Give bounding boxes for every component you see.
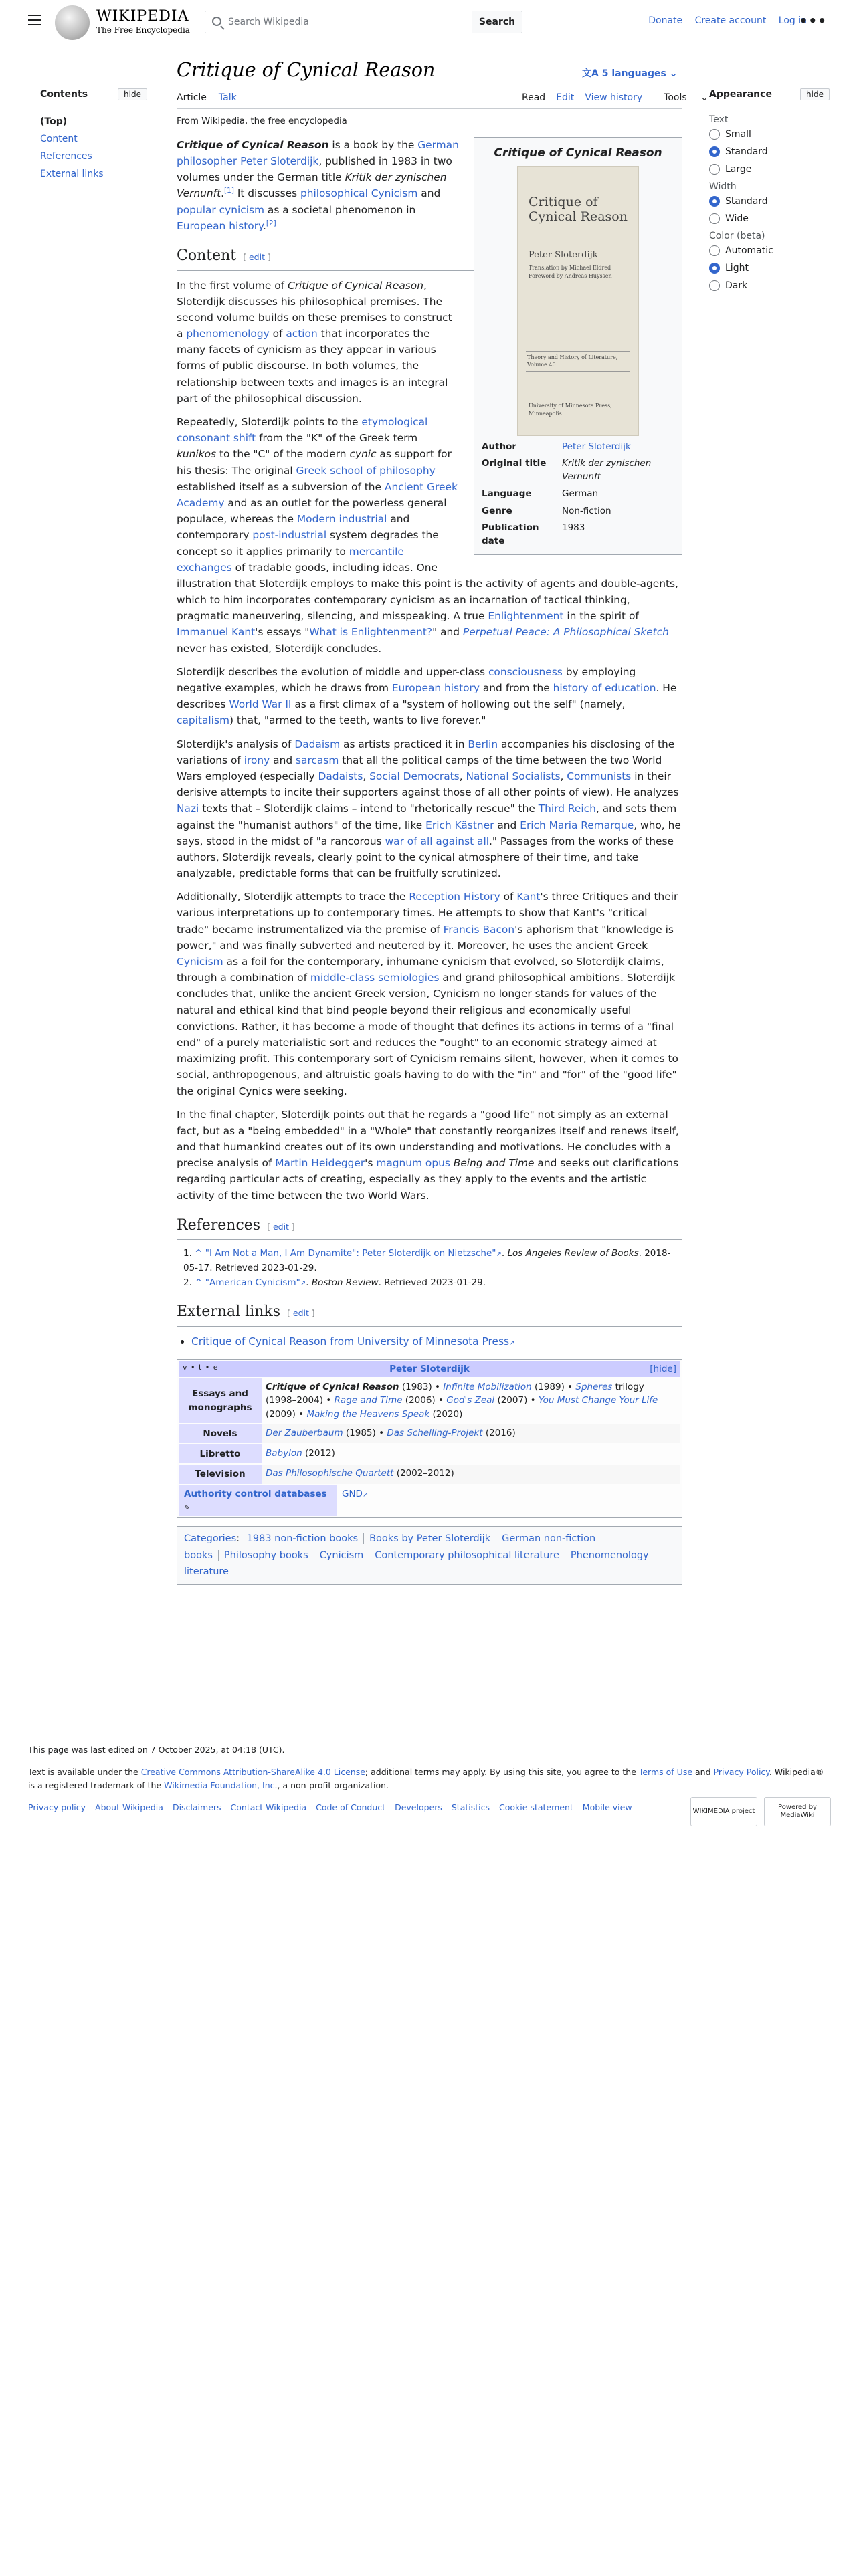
link[interactable]: Third Reich <box>538 802 596 815</box>
category-link[interactable]: 1983 non-fiction books <box>246 1533 359 1545</box>
site-header <box>0 0 859 44</box>
link[interactable]: Perpetual Peace: A Philosophical Sketch <box>462 626 669 639</box>
toc-item-content[interactable]: Content <box>40 134 78 144</box>
link[interactable]: Greek school of philosophy <box>296 464 436 477</box>
infobox <box>474 137 682 556</box>
infobox-row <box>479 439 677 456</box>
language-count: 5 languages <box>601 68 666 79</box>
link[interactable]: action <box>286 328 318 340</box>
navbox-title[interactable]: Peter Sloterdijk <box>389 1363 470 1374</box>
link[interactable]: Communists <box>567 770 632 782</box>
appearance-section-label: Width <box>709 181 737 192</box>
navbox <box>177 1359 682 1518</box>
toc-hide-button[interactable]: hide <box>118 88 147 100</box>
navbox-item[interactable]: Der Zauberbaum <box>266 1427 343 1438</box>
navbox-group-label: Libretto <box>179 1444 262 1463</box>
book-cover-image[interactable] <box>517 166 639 436</box>
radio-color-light[interactable]: Light <box>709 263 830 274</box>
tab-edit[interactable]: Edit <box>556 92 575 103</box>
link[interactable]: capitalism <box>177 714 229 727</box>
radio-width-standard[interactable]: Standard <box>709 196 830 207</box>
section-heading-references: References [ edit ] <box>177 1214 682 1241</box>
link[interactable]: post-industrial <box>252 529 327 542</box>
radio-color-dark[interactable]: Dark <box>709 280 830 291</box>
navbox-item[interactable]: God's Zeal <box>446 1395 495 1406</box>
external-link[interactable]: Critique of Cynical Reason from University of Minnesota Press <box>191 1335 509 1348</box>
appearance-section-label: Text <box>709 114 729 125</box>
category-link[interactable]: Phenomenology literature <box>184 1549 649 1578</box>
link[interactable]: magnum opus <box>376 1157 450 1170</box>
tab-read[interactable]: Read <box>522 92 545 109</box>
infobox-value: Non-fiction <box>562 505 611 516</box>
link[interactable]: Immanuel Kant <box>177 626 256 639</box>
infobox-value: Kritik der zynischen Vernunft <box>562 458 652 482</box>
chevron-down-icon: ⌄ <box>666 68 678 79</box>
radio-button <box>709 245 720 256</box>
external-link-icon: ↗ <box>362 1491 369 1499</box>
infobox-label: Original title <box>482 458 547 469</box>
tab-tools[interactable]: Tools ⌄ <box>653 92 708 109</box>
link[interactable]: World War II <box>229 698 292 711</box>
paragraph: Additionally, Sloterdijk attempts to trace the Reception History of Kant's three Critiques and their various interpretations up to contemporary times. He attempts to show that Kant's "critical trade" became instrumentalized via the premise of Francis Bacon's aphorism that "knowledge is power," and was finally subverted and neutered by it. Moreover, he uses the ancient Greek Cynicism as a foil for the contemporary, inhumane cynicism that evolved, so Sloterdijk claims, through a combination of middle-class semiologies and grand philosophical ambitions. Sloterdijk concludes that, unlike the ancient Greek version, Cynicism no longer stands for values of the natural and ethical kind that bind people beyond their religious and economically useful convictions. Rather, it has become a mode of thought that defines its actions in terms of a "final end" of a purely materialistic sort and reduces the "ought" to an economic strategy aimed at maximizing profit. This contemporary sort of Cynicism remains silent, however, when it comes to social, anthropogenous, and altruistic goals having to do with the "in" and "for" of the "good life" the original Cynics were seeking. <box>177 891 678 1097</box>
link[interactable]: consciousness <box>488 665 563 678</box>
radio-button <box>709 280 720 291</box>
external-link-icon: ↗ <box>509 1339 515 1347</box>
link[interactable]: German philosopher <box>177 138 459 168</box>
tab-article[interactable]: Article <box>177 92 212 109</box>
navbox-item[interactable]: You Must Change Your Life <box>538 1395 658 1406</box>
link[interactable]: war of all against all <box>385 835 489 847</box>
link[interactable]: Kant <box>516 891 541 903</box>
tabs-divider <box>177 108 682 109</box>
infobox-row <box>479 503 677 520</box>
authority-label: Authority control databases ✎ <box>179 1485 337 1517</box>
cover-credits: Translation by Michael Eldred Foreword by Andreas Huyssen <box>529 264 612 279</box>
reference-item: 2. ^ "American Cynicism"↗. Boston Review. Retrieved 2023-01-29. <box>183 1277 486 1288</box>
link[interactable]: European history <box>177 219 263 232</box>
infobox-value: German <box>562 488 599 500</box>
external-link-icon: ↗ <box>496 1251 502 1259</box>
radio-button-selected <box>709 146 720 157</box>
navbox-item[interactable]: Babylon <box>266 1448 302 1459</box>
privacy-link[interactable]: Privacy Policy <box>713 1767 769 1778</box>
footer-link[interactable]: About Wikipedia <box>95 1802 163 1813</box>
radio-color-automatic[interactable]: Automatic <box>709 245 830 256</box>
tagline: From Wikipedia, the free encyclopedia <box>177 116 347 126</box>
backlink-caret[interactable]: ^ <box>195 1277 203 1288</box>
appearance-section-label: Color (beta) <box>709 231 765 241</box>
page-title: Critique of Cynical Reason <box>177 59 436 81</box>
infobox-row <box>479 455 677 486</box>
wikipedia-wordmark[interactable] <box>96 8 190 35</box>
navbox-item[interactable]: Infinite Mobilization <box>443 1382 532 1393</box>
footer-link[interactable]: Statistics <box>451 1802 490 1813</box>
reference-list <box>183 1247 682 1290</box>
link[interactable]: sarcasm <box>296 754 339 766</box>
section-heading-external-links: External links [ edit ] <box>177 1301 682 1327</box>
link[interactable]: What is Enlightenment? <box>309 626 433 639</box>
paragraph: In the final chapter, Sloterdijk points out that he regards a "good life" not simply as an external fact, but as a "being embedded" in a "Whole" that constantly reorganizes itself and renews itself, and that humankind creates out of its own understanding and motivations. He concludes with a precise analysis of Martin Heidegger's magnum opus Being and Time and seeks out clarifications regarding particular acts of creating, especially as they apply to the events and the artistic activity of the time between the two World Wars. <box>177 1108 679 1202</box>
link[interactable]: National Socialists <box>466 770 561 782</box>
link[interactable]: Reception History <box>409 891 500 903</box>
foundation-link[interactable]: Wikimedia Foundation, Inc. <box>164 1780 278 1790</box>
category-link[interactable]: Books by Peter Sloterdijk <box>363 1533 496 1544</box>
paragraph: In the first volume of Critique of Cynical Reason, Sloterdijk discusses his philosophical premises. The second volume builds on these premises to construct a phenomenology of action that incorporates the many facets of cynicism as they appear in various forms of public discourse. In both volumes, the relationship between texts and images is an integral part of the philosophical discussion. <box>177 279 452 405</box>
footer-link[interactable]: Disclaimers <box>172 1802 221 1813</box>
link[interactable]: mercantile exchanges <box>177 545 404 574</box>
navbox-row <box>179 1465 680 1483</box>
radio-button-selected <box>709 196 720 207</box>
external-link-item <box>191 1333 682 1350</box>
link[interactable]: Ancient Greek Academy <box>177 480 458 509</box>
navbox-item[interactable]: Making the Heavens Speak <box>306 1408 430 1420</box>
authority-control <box>179 1485 680 1517</box>
lead-paragraph: Critique of Cynical Reason is a book by the German philosopher Peter Sloterdijk, published in 1983 in two volumes under the German title Kritik der zynischen Vernunft.[1] It discusses philosophical Cynicism and popular cynicism as a societal phenomenon in European history.[2] <box>177 138 459 232</box>
powered-by-mediawiki-badge[interactable]: Powered by MediaWiki <box>764 1797 831 1826</box>
reference-link[interactable]: "American Cynicism" <box>205 1277 300 1288</box>
link[interactable]: European history <box>391 682 480 695</box>
link[interactable]: popular cynicism <box>177 203 264 216</box>
section-edit: [ edit ] <box>287 1308 315 1319</box>
logo-word: WIKIPEDIA <box>96 8 189 25</box>
footer-badges <box>684 1797 831 1826</box>
authority-list <box>337 1485 680 1517</box>
toc-title: Contents <box>40 89 88 100</box>
cover-series: Theory and History of Literature, Volume 40 <box>526 351 630 372</box>
license-text: Text is available under the Creative Commons Attribution-ShareAlike 4.0 License; additional terms may apply. By using this site, you agree to the Terms of Use and Privacy Policy. Wikipedia® is a registered trademark of the Wikimedia Foundation, Inc., a non-profit organization. <box>28 1767 824 1790</box>
navbox-item[interactable]: Das Philosophische Quartett <box>266 1468 394 1479</box>
link[interactable]: etymological consonant shift <box>177 416 428 445</box>
reference-item: 1. ^ "I Am Not a Man, I Am Dynamite": Peter Sloterdijk on Nietzsche"↗. Los Angeles Review of Books. 2018-05-17. Retrieved 2023-01-29. <box>183 1248 671 1273</box>
navbox-row <box>179 1424 680 1443</box>
link[interactable]: history of education <box>553 682 656 695</box>
page-footer <box>28 1731 831 1819</box>
search-input[interactable] <box>227 14 468 30</box>
navbox-list: Critique of Cynical Reason (1983) • Infinite Mobilization (1989) • Spheres trilogy (1998–2004) • Rage and Time (2006) • God's Zeal (2007) • You Must Change Your Life (2009) • Making the Heavens Speak (2020) <box>266 1382 658 1420</box>
edit-link[interactable]: edit <box>272 1221 289 1232</box>
category-links: Categories: 1983 non-fiction books Books by Peter Sloterdijk German non-fiction books Philosophy books Cynicism Contemporary philosophical literature Phenomenology literature <box>177 1526 682 1585</box>
category-link[interactable]: Cynicism <box>314 1550 369 1561</box>
link[interactable]: middle-class semiologies <box>310 972 440 984</box>
infobox-value: 1983 <box>562 522 585 534</box>
navbox-group-label: Television <box>179 1465 262 1483</box>
cover-author: Peter Sloterdijk <box>529 249 598 260</box>
citation-link[interactable]: [1] <box>224 187 234 195</box>
view-tabs <box>511 92 708 109</box>
section-heading-content: Content [ edit ] <box>177 245 682 271</box>
link[interactable]: Erich Kästner <box>425 819 494 831</box>
search-box <box>205 11 472 33</box>
navbox-item: Critique of Cynical Reason <box>266 1382 399 1393</box>
link[interactable]: Erich Maria Remarque <box>520 819 634 831</box>
footer-link[interactable]: Cookie statement <box>499 1802 573 1813</box>
radio-button <box>709 129 720 140</box>
namespace-tabs <box>177 92 249 109</box>
appearance-title: Appearance <box>709 89 772 100</box>
license-link[interactable]: Creative Commons Attribution-ShareAlike 4.0 License <box>140 1767 365 1778</box>
footer-link[interactable]: Code of Conduct <box>316 1802 386 1813</box>
infobox-label: Author <box>482 441 517 452</box>
user-links <box>639 15 807 26</box>
radio-button <box>709 213 720 224</box>
navbox-row <box>179 1444 680 1463</box>
navbox-list: Babylon (2012) <box>266 1448 335 1459</box>
search-icon <box>212 17 221 26</box>
wikipedia-globe-logo[interactable] <box>55 5 90 40</box>
radio-width-wide[interactable]: Wide <box>709 213 830 224</box>
logo-tagline: The Free Encyclopedia <box>96 25 190 35</box>
donate-link[interactable]: Donate <box>648 15 683 26</box>
navbox-item[interactable]: Spheres <box>575 1382 613 1393</box>
table-of-contents <box>40 88 147 183</box>
paragraph: Sloterdijk describes the evolution of middle and upper-class consciousness by employing negative examples, which he draws from European history and from the history of education. He describes World War II as a first climax of a "system of hollowing out the self" (namely, capitalism) that, "armed to the teeth, wants to live forever." <box>177 665 677 727</box>
create-account-link[interactable]: Create account <box>694 15 767 26</box>
link[interactable]: Peter Sloterdijk <box>240 155 319 168</box>
toc-item-top[interactable]: (Top) <box>40 116 68 127</box>
chevron-down-icon: ⌄ <box>697 92 708 103</box>
footer-link[interactable]: Privacy policy <box>28 1802 86 1813</box>
appearance-hide-button[interactable]: hide <box>800 88 830 100</box>
link[interactable]: Dadaism <box>294 738 341 750</box>
navbox-hide-button[interactable]: [hide] <box>650 1363 676 1374</box>
tab-talk[interactable]: Talk <box>218 92 237 103</box>
radio-button <box>709 164 720 175</box>
link[interactable]: philosophical Cynicism <box>300 187 418 200</box>
paragraph: Sloterdijk's analysis of Dadaism as artists practiced it in Berlin accompanies his disclosing of the variations of irony and sarcasm that all the political camps of the time between the two World Wars employed (especially Dadaists, Social Democrats, National Socialists, Communists in their derisive attempts to incite their supporters against those of all other points of view). He analyzes Nazi texts that – Sloterdijk claims – intend to "rhetorically rescue" the Third Reich, and sets them against the "humanist authors" of the time, like Erich Kästner and Erich Maria Remarque, who, he says, stood in the midst of "a rancorous war of all against all." Passages from the works of these authors, Sloterdijk reveals, clearly point to the cynical atmosphere of their time, and take analyzable, predictable forms that can be fruitfully scrutinized. <box>177 738 681 880</box>
translate-icon: 文A <box>582 68 602 79</box>
infobox-author-link[interactable]: Peter Sloterdijk <box>562 441 631 452</box>
infobox-label: Language <box>482 488 532 500</box>
link[interactable]: Modern industrial <box>296 513 387 526</box>
link[interactable]: Social Democrats <box>369 770 460 782</box>
edit-link[interactable]: edit <box>292 1308 309 1319</box>
reference-link[interactable]: "I Am Not a Man, I Am Dynamite": Peter Sloterdijk on Nietzsche" <box>205 1248 496 1259</box>
search-button[interactable]: Search <box>472 11 522 33</box>
footer-link[interactable]: Developers <box>395 1802 442 1813</box>
section-edit: [ edit ] <box>267 1221 295 1232</box>
radio-text-large[interactable]: Large <box>709 164 830 175</box>
navbox-item[interactable]: Rage and Time <box>334 1395 403 1406</box>
category-link[interactable]: German non-fiction books <box>184 1533 596 1561</box>
wikimedia-project-badge[interactable]: WIKIMEDIA project <box>690 1797 757 1826</box>
link[interactable]: Dadaists <box>318 770 363 782</box>
link[interactable]: Berlin <box>468 738 498 750</box>
last-edited: This page was last edited on 7 October 2025, at 04:18 (UTC). <box>28 1745 285 1755</box>
tab-view-history[interactable]: View history <box>585 92 643 103</box>
link[interactable]: Martin Heidegger <box>275 1157 365 1170</box>
navbox-list: Das Philosophische Quartett (2002–2012) <box>262 1465 680 1483</box>
navbox-vte-links[interactable]: v • t • e <box>183 1362 219 1372</box>
cover-title: Critique of Cynical Reason <box>529 194 628 225</box>
link[interactable]: Francis Bacon <box>443 923 515 936</box>
link[interactable]: phenomenology <box>186 328 270 340</box>
toc-item-references[interactable]: References <box>40 151 92 162</box>
external-link-icon: ↗ <box>300 1279 306 1287</box>
more-options-icon[interactable]: ••• <box>799 13 827 29</box>
infobox-label: Genre <box>482 505 512 516</box>
article-body <box>177 115 682 1585</box>
appearance-panel <box>709 88 830 298</box>
cover-publisher: University of Minnesota Press, Minneapolis <box>529 403 612 417</box>
infobox-row <box>479 486 677 503</box>
infobox-title: Critique of Cynical Reason <box>494 146 662 160</box>
link[interactable]: Nazi <box>177 802 199 815</box>
radio-text-standard[interactable]: Standard <box>709 146 830 157</box>
authority-gnd-link[interactable]: GND <box>342 1488 363 1499</box>
link[interactable]: Enlightenment <box>488 610 564 623</box>
toc-item-external-links[interactable]: External links <box>40 169 104 179</box>
navbox-title-bar <box>179 1361 680 1377</box>
footer-link[interactable]: Mobile view <box>582 1802 632 1813</box>
main-menu-icon[interactable] <box>28 15 41 25</box>
citation-link[interactable]: [2] <box>266 219 276 227</box>
external-links-list <box>191 1333 682 1350</box>
category-link[interactable]: Philosophy books <box>218 1550 314 1561</box>
edit-pencil-icon: ✎ <box>184 1503 191 1512</box>
footer-link[interactable]: Contact Wikipedia <box>230 1802 307 1813</box>
radio-button-selected <box>709 263 720 274</box>
language-button[interactable] <box>582 66 677 80</box>
navbox-group-label: Novels <box>179 1424 262 1443</box>
infobox-row <box>479 520 677 550</box>
edit-link[interactable]: edit <box>248 252 265 262</box>
navbox-item[interactable]: Das Schelling-Projekt <box>387 1427 483 1438</box>
infobox-table <box>479 439 677 550</box>
navbox-list: Der Zauberbaum (1985) • Das Schelling-Projekt (2016) <box>262 1424 680 1443</box>
radio-text-small[interactable]: Small <box>709 129 830 140</box>
paragraph: Repeatedly, Sloterdijk points to the etymological consonant shift from the "K" of the Greek term kunikos to the "C" of the modern cynic as support for his thesis: The original Greek school of philosophy established itself as a subversion of the Ancient Greek Academy and as an outlet for the powerless general populace, whereas the Modern industrial and contemporary post-industrial system degrades the concept so it applies primarily to mercantile exchanges of tradable goods, including ideas. One illustration that Sloterdijk employs to make this point is the activity of agents and double-agents, which to him incorporates contemporary cynicism as an incarnation of tactical thinking, pragmatic maneuvering, silencing, and misspeaking. A true Enlightenment in the spirit of Immanuel Kant's essays "What is Enlightenment?" and Perpetual Peace: A Philosophical Sketch never has existed, Sloterdijk concludes. <box>177 416 678 655</box>
terms-link[interactable]: Terms of Use <box>638 1767 693 1778</box>
backlink-caret[interactable]: ^ <box>195 1248 203 1259</box>
link[interactable]: Cynicism <box>177 956 223 968</box>
category-link[interactable]: Contemporary philosophical literature <box>369 1550 565 1561</box>
link[interactable]: irony <box>244 754 270 766</box>
section-edit: [ edit ] <box>243 252 271 262</box>
infobox-label: Publication date <box>482 522 539 546</box>
log-in-link[interactable]: Log in <box>778 15 807 26</box>
navbox-row <box>179 1378 680 1423</box>
categories-label[interactable]: Categories <box>184 1533 237 1545</box>
navbox-group-label: Essays and monographs <box>179 1378 262 1423</box>
